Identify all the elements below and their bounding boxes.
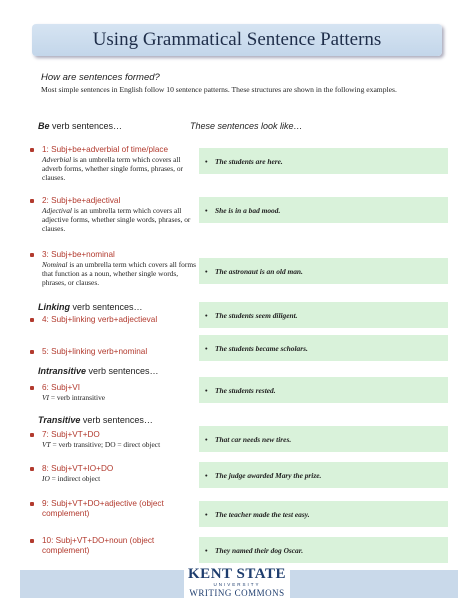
intro-text: Most simple sentences in English follow 10 sentence patterns. These structures are shown in the following examples. [41,85,397,94]
logo-line1: KENT STATE [188,566,286,582]
pattern-label: 4: Subj+linking verb+adjectieval [42,315,158,324]
example-6: • The students rested. [199,377,448,403]
pattern-desc: Nominal is an umbrella term which covers all forms that function as a noun, whether single words, phrases, or clauses. [42,260,196,287]
example-2: • She is in a bad mood. [199,197,448,223]
logo-line3: WRITING COMMONS [189,588,285,598]
pattern-label: 3: Subj+be+nominal [42,250,115,259]
section-intransitive-bold: Intransitive [38,366,87,376]
pattern-6 [30,383,200,402]
bullet-icon [30,386,34,390]
logo-line2: UNIVERSITY [213,582,261,587]
pattern-desc: IO = indirect object [42,474,101,483]
section-be [38,121,122,131]
pattern-3 [30,250,200,287]
bullet-icon [30,199,34,203]
pattern-label: 2: Subj+be+adjectival [42,196,121,205]
pattern-4 [30,315,200,325]
example-7: • That car needs new tires. [199,426,448,452]
pattern-label: 6: Subj+VI [42,383,81,392]
example-4: • The students seem diligent. [199,302,448,328]
pattern-10 [30,536,200,556]
pattern-label: 8: Subj+VT+IO+DO [42,464,114,473]
pattern-desc: Adverbial is an umbrella term which covers all adverb forms, whether single forms, phrases, or clauses. [42,155,183,182]
column-heading: These sentences look like… [190,121,303,131]
intro-question: How are sentences formed? [41,72,160,83]
example-9: • The teacher made the test easy. [199,501,448,527]
section-transitive [38,415,153,425]
bullet-icon [30,467,34,471]
bullet-icon [30,253,34,257]
pattern-label: 10: Subj+VT+DO+noun (object complement) [42,536,155,555]
pattern-5 [30,347,200,357]
section-transitive-bold: Transitive [38,415,81,425]
bullet-icon [30,433,34,437]
example-5: • The students became scholars. [199,335,448,361]
section-transitive-rest: verb sentences… [80,415,153,425]
bullet-icon [30,502,34,506]
pattern-8 [30,464,200,483]
section-be-rest: verb sentences… [49,121,123,131]
section-linking-bold: Linking [38,302,70,312]
bullet-icon [30,350,34,354]
pattern-1 [30,145,200,182]
page-title: Using Grammatical Sentence Patterns [92,29,382,50]
section-intransitive [38,366,159,376]
section-intransitive-rest: verb sentences… [86,366,159,376]
pattern-label: 5: Subj+linking verb+nominal [42,347,148,356]
section-linking-rest: verb sentences… [70,302,143,312]
pattern-desc: Adjectival is an umbrella term which covers all adjective forms, whether single words, phrases, or clauses. [42,206,191,233]
example-10: • They named their dog Oscar. [199,537,448,563]
kent-state-logo [184,565,290,605]
bullet-icon [30,148,34,152]
section-linking [38,302,143,312]
example-8: • The judge awarded Mary the prize. [199,462,448,488]
example-3: • The astronaut is an old man. [199,258,448,284]
pattern-label: 9: Subj+VT+DO+adjective (object complement) [42,499,164,518]
pattern-desc: VI = verb intransitive [42,393,106,402]
bullet-icon [30,318,34,322]
section-be-bold: Be [38,121,50,131]
bullet-icon [30,539,34,543]
pattern-label: 1: Subj+be+adverbial of time/place [42,145,169,154]
pattern-9 [30,499,200,519]
pattern-label: 7: Subj+VT+DO [42,430,100,439]
example-1: • The students are here. [199,148,448,174]
pattern-2 [30,196,200,233]
pattern-7 [30,430,200,449]
title-banner [32,24,442,56]
pattern-desc: VT = verb transitive; DO = direct object [42,440,161,449]
